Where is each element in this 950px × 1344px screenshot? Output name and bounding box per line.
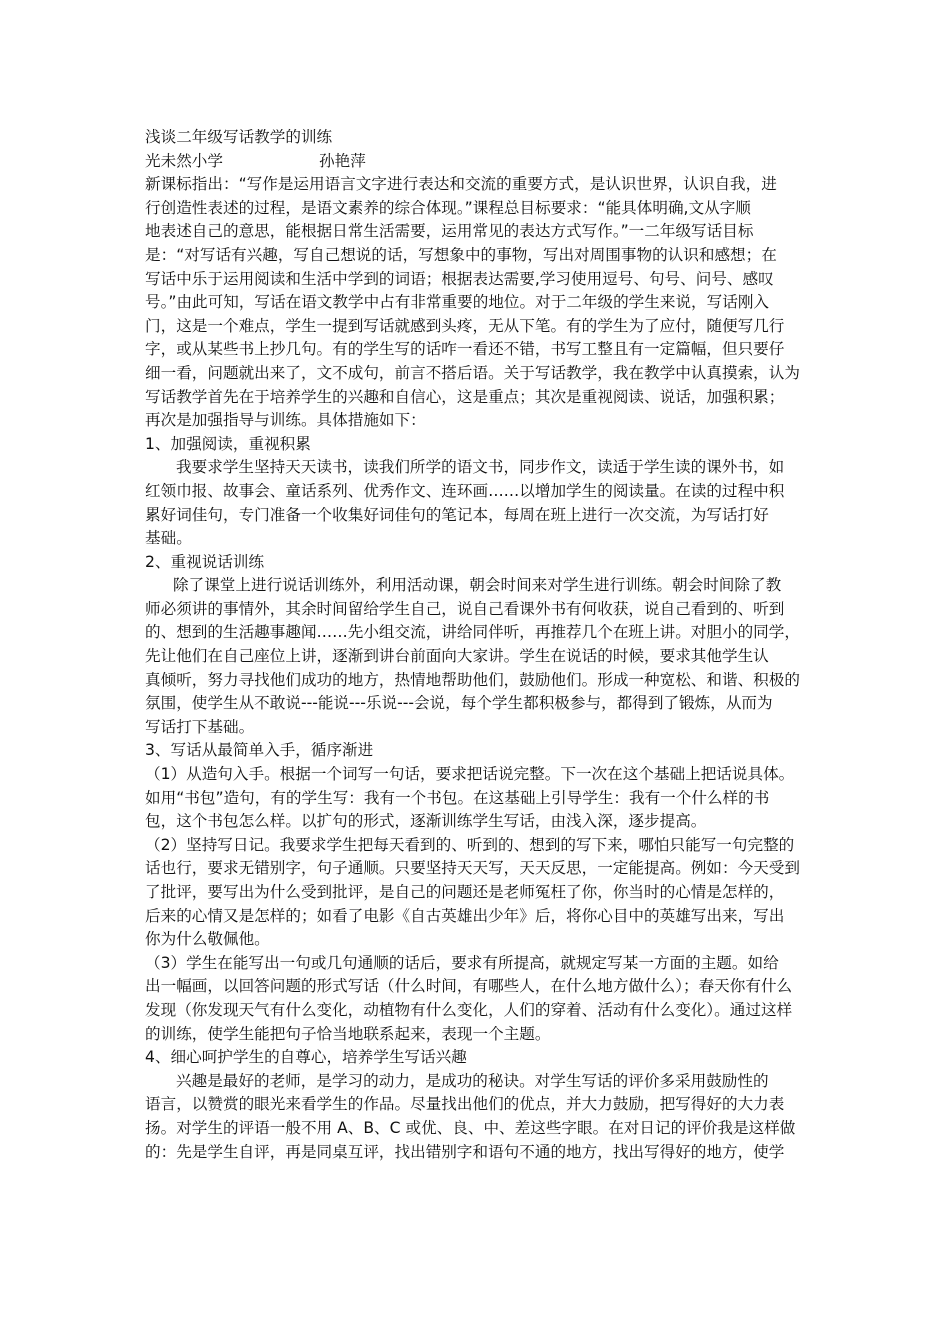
text-line: 我要求学生坚持天天读书，读我们所学的语文书，同步作文，读适于学生读的课外书，如 bbox=[176, 458, 785, 477]
text-line: 的：先是学生自评，再是同桌互评，找出错别字和语句不通的地方，找出写得好的地方，使学 bbox=[145, 1142, 785, 1161]
text-line: 号。”由此可知，写话在语文教学中占有非常重要的地位。对于二年级的学生来说，写话刚入 bbox=[145, 293, 770, 312]
section-heading-4: 4、细心呵护学生的自尊心，培养学生写话兴趣 bbox=[145, 1048, 467, 1067]
text-line: 字，或从某些书上抄几句。有的学生写的话咋一看还不错，书写工整且有一定篇幅，但只要仔 bbox=[145, 340, 785, 359]
text-line: 写话教学首先在于培养学生的兴趣和自信心，这是重点；其次是重视阅读、说话，加强积累； bbox=[145, 387, 785, 406]
text-line: 细一看，问题就出来了，文不成句，前言不搭后语。关于写话教学，我在教学中认真摸索，认为 bbox=[145, 363, 800, 382]
text-line: 氛围，使学生从不敢说---能说---乐说---会说，每个学生都积极参与，都得到了锻炼，从而为 bbox=[145, 694, 773, 713]
text-line: 语言，以赞赏的眼光来看学生的作品。尽量找出他们的优点，并大力鼓励，把写得好的大力表 bbox=[145, 1095, 785, 1114]
text-line: 是：“对写话有兴趣，写自己想说的话，写想象中的事物，写出对周围事物的认识和感想；在 bbox=[145, 245, 777, 264]
text-line: 包，这个书包怎么样。以扩句的形式，逐渐训练学生写话，由浅入深，逐步提高。 bbox=[145, 812, 707, 831]
section-2-paragraph bbox=[145, 574, 813, 739]
text-line: 写话中乐于运用阅读和生活中学到的词语；根据表达需要,学习使用逗号、句号、问号、感叹 bbox=[145, 269, 774, 288]
section-heading-1: 1、加强阅读，重视积累 bbox=[145, 434, 311, 453]
text-line: 如用“书包”造句，有的学生写：我有一个书包。在这基础上引导学生：我有一个什么样的书 bbox=[145, 788, 770, 807]
text-line: （3）学生在能写出一句或几句通顺的话后，要求有所提高，就规定写某一方面的主题。如给 bbox=[145, 953, 779, 972]
text-line: （2）坚持写日记。我要求学生把每天看到的、听到的、想到的写下来，哪怕只能写一句完整的 bbox=[145, 835, 795, 854]
section-1-paragraph bbox=[145, 456, 813, 550]
text-line: 兴趣是最好的老师，是学习的动力，是成功的秘诀。对学生写话的评价多采用鼓励性的 bbox=[176, 1071, 769, 1090]
text-line: 的训练，使学生能把句子恰当地联系起来，表现一个主题。 bbox=[145, 1024, 551, 1043]
text-line: 后来的心情又是怎样的；如看了电影《自古英雄出少年》后，将你心目中的英雄写出来，写出 bbox=[145, 906, 785, 925]
text-line: 红领巾报、故事会、童话系列、优秀作文、连环画……以增加学生的阅读量。在读的过程中积 bbox=[145, 481, 785, 500]
text-line: 累好词佳句，专门准备一个收集好词佳句的笔记本，每周在班上进行一次交流，为写话打好 bbox=[145, 505, 769, 524]
text-line: （1）从造句入手。根据一个词写一句话，要求把话说完整。下一次在这个基础上把话说具体。 bbox=[145, 765, 795, 784]
text-line: 你为什么敬佩他。 bbox=[145, 930, 270, 949]
text-line: 再次是加强指导与训练。具体措施如下： bbox=[145, 411, 426, 430]
section-3-paragraph bbox=[145, 763, 813, 1046]
text-line: 师必须讲的事情外，其余时间留给学生自己，说自己看课外书有何收获，说自己看到的、听到 bbox=[145, 599, 785, 618]
section-heading-3: 3、写话从最简单入手，循序渐进 bbox=[145, 741, 374, 760]
text-line: 行创造性表述的过程，是语文素养的综合体现。”课程总目标要求：“能具体明确,文从字顺 bbox=[145, 198, 751, 217]
text-line: 写话打下基础。 bbox=[145, 717, 255, 736]
text-line: 先让他们在自己座位上讲，逐渐到讲台前面向大家讲。学生在说话的时候，要求其他学生认 bbox=[145, 647, 769, 666]
document-title: 浅谈二年级写话教学的训练 bbox=[145, 128, 333, 146]
text-line: 地表述自己的意思，能根据日常生活需要，运用常见的表达方式写作。”一二年级写话目标 bbox=[145, 222, 754, 241]
section-4-paragraph bbox=[145, 1070, 813, 1164]
text-line: 发现（你发现天气有什么变化，动植物有什么变化，人们的穿着、活动有什么变化）。通过这样 bbox=[145, 1000, 793, 1019]
school-name: 光未然小学 bbox=[145, 151, 223, 170]
text-line: 基础。 bbox=[145, 529, 192, 548]
byline bbox=[145, 150, 813, 174]
text-line: 了批评，要写出为什么受到批评，是自己的问题还是老师冤枉了你，你当时的心情是怎样的， bbox=[145, 883, 785, 901]
intro-paragraph bbox=[145, 173, 813, 433]
section-heading-2: 2、重视说话训练 bbox=[145, 552, 265, 571]
document-body bbox=[145, 126, 813, 1164]
text-line: 扬。对学生的评语一般不用 A、B、C 或优、良、中、差这些字眼。在对日记的评价我是这样做 bbox=[145, 1118, 796, 1137]
text-line: 出一幅画，以回答问题的形式写话（什么时间，有哪些人，在什么地方做什么）；春天你有什么 bbox=[145, 977, 793, 996]
text-line: 新课标指出：“写作是运用语言文字进行表达和交流的重要方式，是认识世界，认识自我，进 bbox=[145, 175, 777, 194]
text-line: 除了课堂上进行说话训练外，利用活动课，朝会时间来对学生进行训练。朝会时间除了教 bbox=[173, 576, 782, 595]
author-name: 孙艳萍 bbox=[319, 151, 366, 170]
text-line: 真倾听，努力寻找他们成功的地方，热情地帮助他们，鼓励他们。形成一种宽松、和谐、积极的 bbox=[145, 670, 800, 689]
text-line: 门，这是一个难点，学生一提到写话就感到头疼，无从下笔。有的学生为了应付，随便写几行 bbox=[145, 316, 785, 335]
text-line: 的、想到的生活趣事趣闻……先小组交流，讲给同伴听，再推荐几个在班上讲。对胆小的同学， bbox=[145, 623, 800, 642]
text-line: 话也行，要求无错别字，句子通顺。只要坚持天天写，天天反思，一定能提高。例如：今天受到 bbox=[145, 859, 800, 878]
